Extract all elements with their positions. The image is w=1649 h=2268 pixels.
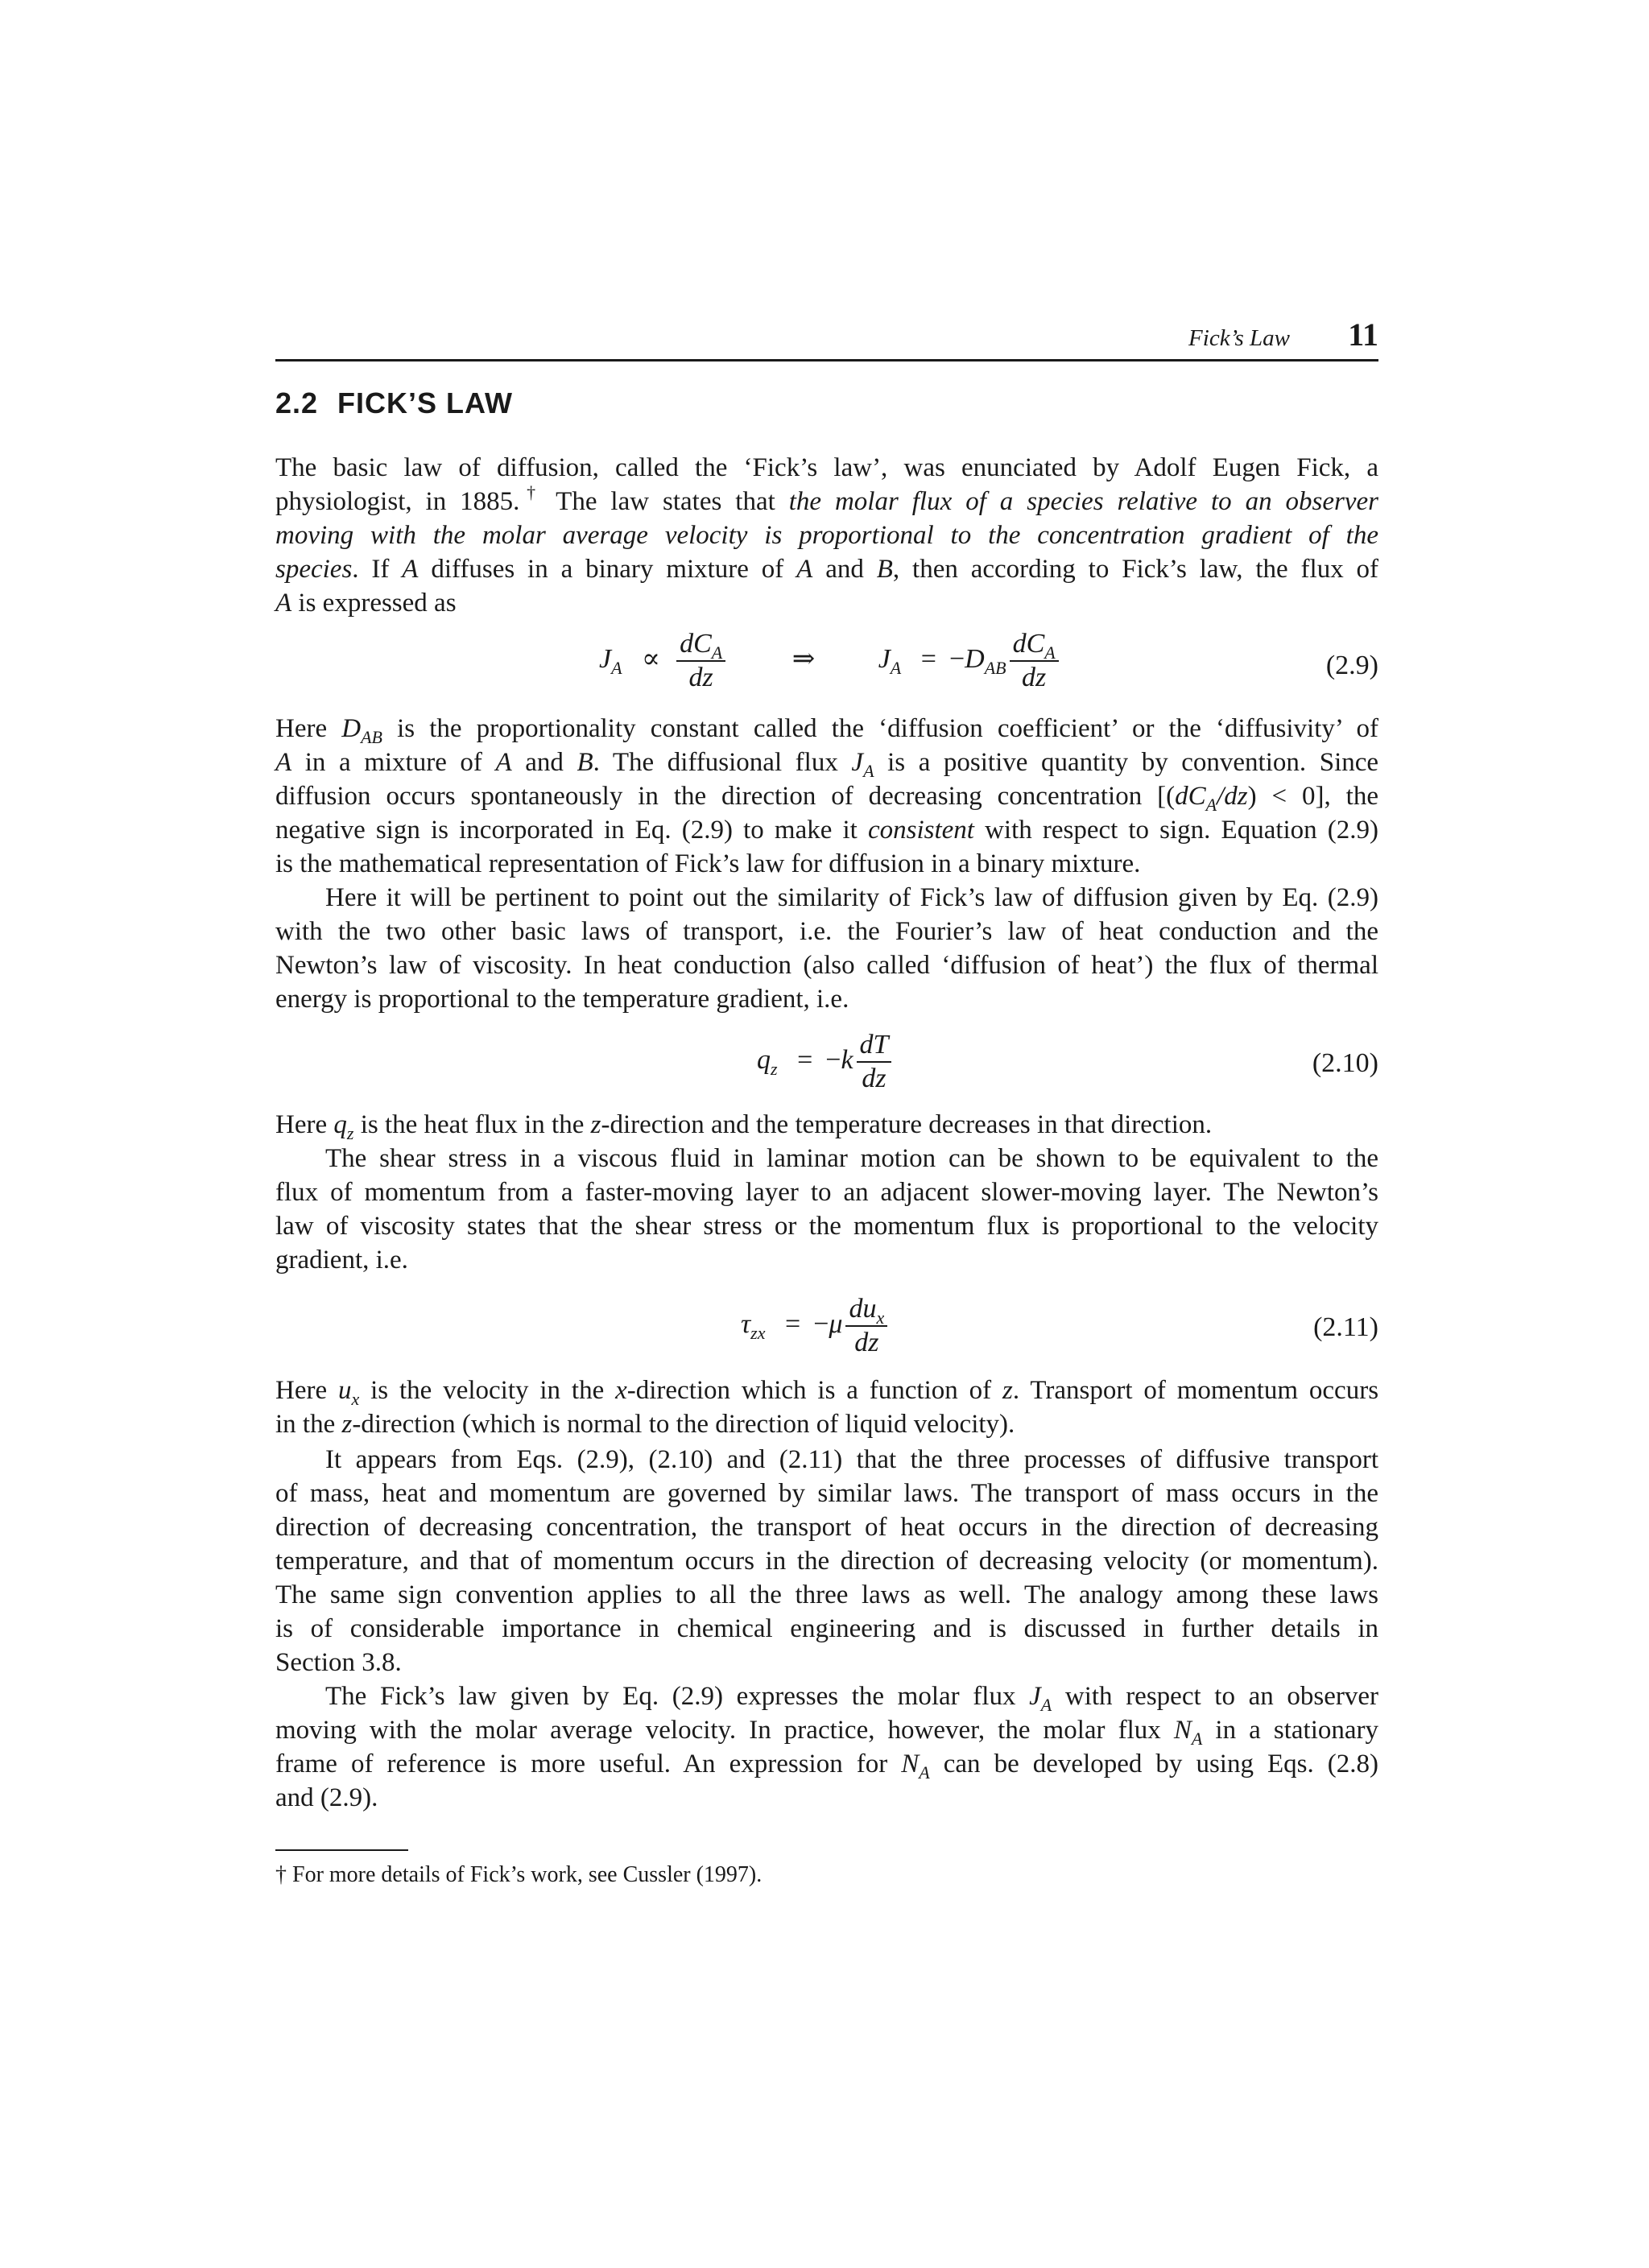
text-line: moving with the molar average velocity. In practice, however, the molar flux $N_A$ in a stationary [275,1716,1379,1749]
equation-body: $J_A$ ∝ $\frac{dC_A}{dz}$ ⇒ $J_A = -D_{AB}$ $\frac{dC_A}{dz}$ [599,628,1062,694]
page-number: 11 [1348,316,1378,353]
section-number: 2.2 [275,386,319,419]
text-line: temperature, and that of momentum occurs in the direction of decreasing velocity (or momentum). [275,1547,1378,1576]
text-line: negative sign is incorporated in Eq. (2.9) to make it consistent with respect to sign. Equation (2.9) [275,816,1379,845]
text-line: A in a mixture of A and B. The diffusional flux $J_A$ is a positive quantity by convention. Since [275,748,1379,781]
equation-2-11 [275,1293,1378,1374]
text-line: The same sign convention applies to all the three laws as well. The analogy among these laws [275,1580,1378,1609]
text-line: is the mathematical representation of Fick’s law for diffusion in a binary mixture. [275,849,1141,878]
text-line: and (2.9). [275,1783,378,1812]
text-line: physiologist, in 1885.† The law states that the molar flux of a species relative to an observer [275,482,1379,516]
text-line: Here $q_z$ is the heat flux in the z-direction and the temperature decreases in that direction. [275,1110,1213,1143]
equation-2-9 [275,628,1378,708]
text-line: species. If A diffuses in a binary mixture of A and B, then according to Fick’s law, the flux of [275,555,1379,584]
section-heading [275,386,513,420]
paragraph-4 [275,1108,1378,1142]
running-head [275,316,1378,361]
text-line: A is expressed as [275,589,457,618]
text-line: Newton’s law of viscosity. In heat conduction (also called ‘diffusion of heat’) the flux of thermal [275,951,1378,980]
paragraph-3 [275,881,1378,1016]
text-line: in the z-direction (which is normal to the direction of liquid velocity). [275,1410,1015,1439]
equation-body: $\tau_{zx} = -\mu$ $\frac{du_x}{dz}$ [741,1293,891,1359]
paragraph-6 [275,1374,1378,1441]
paragraph-2 [275,712,1378,881]
text-line: frame of reference is more useful. An expression for $N_A$ can be developed by using Eqs. (2.8) [275,1750,1378,1783]
section-title: FICK’S LAW [337,386,514,419]
text-line: It appears from Eqs. (2.9), (2.10) and (2.11) that the three processes of diffusive transport [325,1445,1378,1474]
equation-body: $q_z = -k$ $\frac{dT}{dz}$ [757,1029,895,1095]
footnote-mark: † [275,1862,287,1887]
text-line: Here $D_{AB}$ is the proportionality constant called the ‘diffusion coefficient’ or the ‘diffusivity’ of [275,714,1379,747]
text-line: is of considerable importance in chemical engineering and is discussed in further details in [275,1614,1378,1643]
text-line: The Fick’s law given by Eq. (2.9) expresses the molar flux $J_A$ with respect to an observer [325,1682,1379,1715]
text-line: Here $u_x$ is the velocity in the x-direction which is a function of z. Transport of momentum occurs [275,1376,1379,1409]
text-line: moving with the molar average velocity is proportional to the concentration gradient of the [275,521,1378,550]
equation-number: (2.9) [1325,651,1378,680]
footnote-text: For more details of Fick’s work, see Cussler (1997). [292,1862,763,1887]
text-line: The shear stress in a viscous fluid in laminar motion can be shown to be equivalent to the [325,1144,1378,1173]
header-rule [275,359,1378,361]
equation-number: (2.11) [1313,1312,1378,1342]
text-line: law of viscosity states that the shear stress or the momentum flux is proportional to the velocity [275,1212,1378,1241]
paragraph-8 [275,1679,1378,1815]
equation-2-10 [275,1029,1378,1109]
text-line: with the two other basic laws of transport, i.e. the Fourier’s law of heat conduction and the [275,917,1378,946]
text-line: Here it will be pertinent to point out the similarity of Fick’s law of diffusion given by Eq. (2.9) [325,883,1378,912]
text-line: diffusion occurs spontaneously in the direction of decreasing concentration $[(dC_A/dz) < 0]$, the [275,782,1378,815]
footnote [275,1862,762,1888]
text-line: flux of momentum from a faster-moving layer to an adjacent slower-moving layer. The Newton’s [275,1178,1378,1207]
text-line: The basic law of diffusion, called the ‘Fick’s law’, was enunciated by Adolf Eugen Fick, a [275,453,1378,482]
text-line: energy is proportional to the temperature gradient, i.e. [275,985,849,1014]
text-line: gradient, i.e. [275,1246,408,1274]
text-line: direction of decreasing concentration, the transport of heat occurs in the direction of decreasing [275,1513,1378,1542]
paragraph-1 [275,451,1378,620]
text-line: Section 3.8. [275,1648,402,1677]
text-line: of mass, heat and momentum are governed by similar laws. The transport of mass occurs in the [275,1479,1378,1508]
running-head-title: Fick’s Law [1188,325,1290,351]
equation-number: (2.10) [1312,1048,1378,1078]
paragraph-5 [275,1142,1378,1277]
paragraph-7 [275,1443,1378,1679]
footnote-rule [275,1849,408,1851]
